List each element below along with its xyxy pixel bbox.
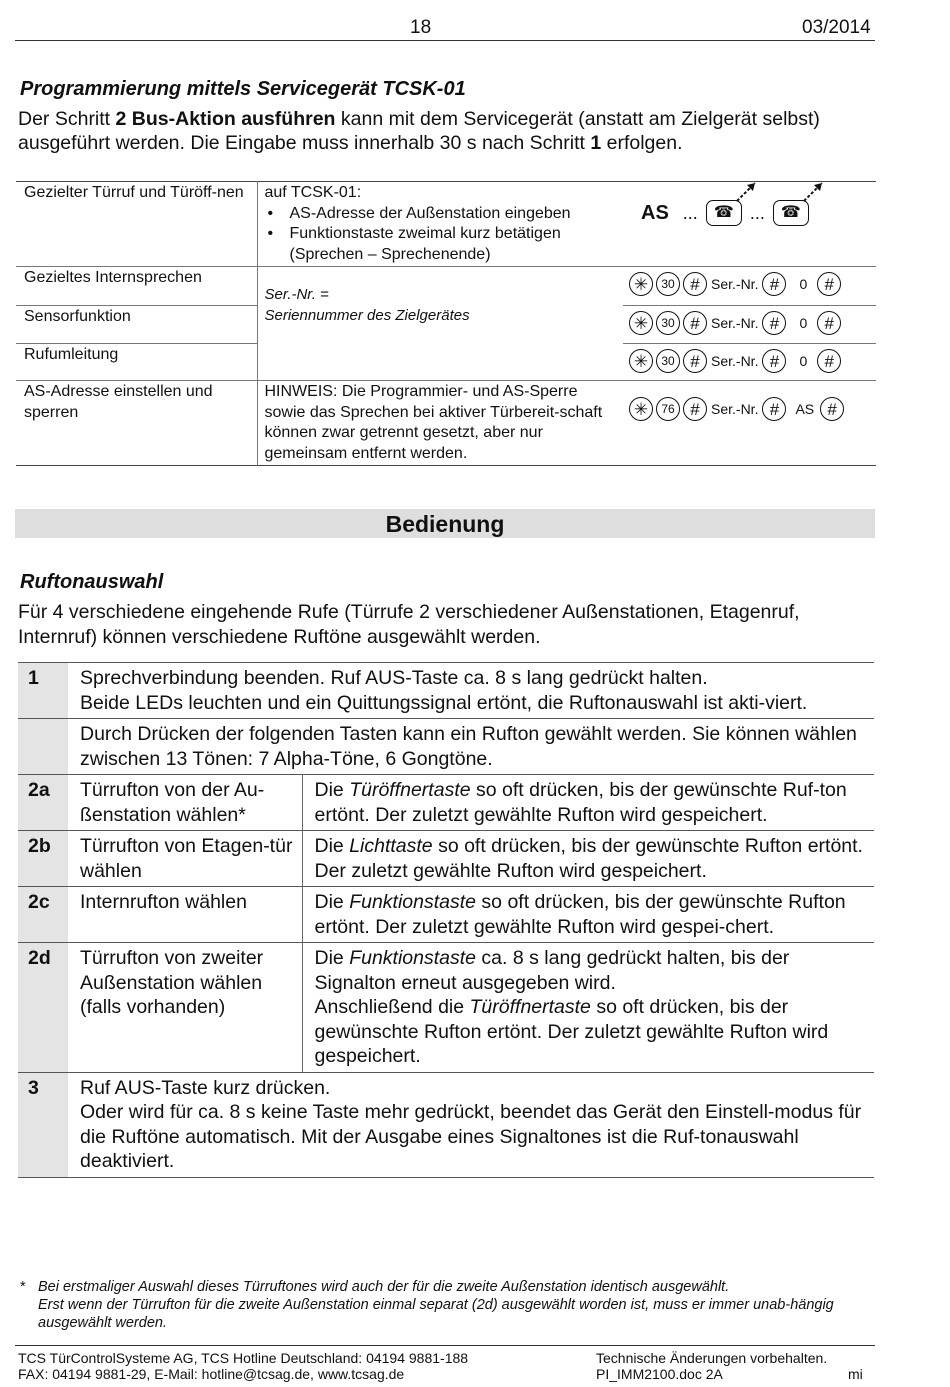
subsection-title-ruftonauswahl: Ruftonauswahl <box>20 571 164 593</box>
footer-disclaimer: Technische Änderungen vorbehalten. <box>596 1350 828 1366</box>
hash-key-icon: # <box>820 397 844 421</box>
table-row <box>18 663 874 719</box>
footnote-text: Bei erstmaliger Auswahl dieses Türruftones wird auch der für die zweite Außenstation identisch ausgewählt. <box>38 1279 730 1295</box>
section-title-programmierung: Programmierung mittels Servicegerät TCSK-01 <box>20 78 466 100</box>
row-label-rufumleitung: Rufumleitung <box>16 344 257 381</box>
hash-key-icon: # <box>817 272 841 296</box>
sernr-note <box>257 267 623 381</box>
key-name: Funktionstaste <box>349 891 477 913</box>
page-number: 18 <box>410 17 432 38</box>
table-row <box>18 1072 874 1177</box>
hash-key-icon: # <box>762 397 786 421</box>
hash-key-icon: # <box>817 311 841 335</box>
sernr-key-label: Ser.-Nr. <box>711 314 759 331</box>
list-item: • Funktionstaste zweimal kurz betätigen (Sprechen – Sprechenende) <box>265 224 617 265</box>
step-instruction <box>302 887 874 943</box>
key-sequence-rufumleitung <box>623 344 876 378</box>
table-row <box>18 719 874 775</box>
as-sequence <box>623 182 876 267</box>
step-instruction <box>302 775 874 831</box>
zero-key-label: 0 <box>799 275 808 292</box>
as-key-label: AS <box>795 400 815 417</box>
star-key-icon: ✳ <box>629 397 653 421</box>
step-number: 2b <box>18 831 68 887</box>
key-sequence <box>623 306 876 344</box>
hash-key-icon: # <box>762 349 786 373</box>
step-number: 1 <box>18 663 68 719</box>
key-sequence-as-adresse <box>623 381 876 437</box>
sernr-key-label: Ser.-Nr. <box>711 352 759 369</box>
hash-key-icon: # <box>683 311 707 335</box>
key-name: Türöffnertaste <box>469 996 591 1018</box>
table-row <box>18 775 874 831</box>
hash-key-icon: # <box>762 272 786 296</box>
step-number: 2a <box>18 775 68 831</box>
zero-key-label: 0 <box>799 314 808 331</box>
steps-table <box>18 662 874 1178</box>
step-text: Sprechverbindung beenden. Ruf AUS-Taste ca. 8 s lang gedrückt halten. Beide LEDs leuchten und ein Quittungssignal ertönt, die Ruftonauswahl ist akti-viert. <box>80 667 808 714</box>
intro-text: Der Schritt <box>18 108 116 130</box>
hash-key-icon: # <box>817 349 841 373</box>
hash-key-icon: # <box>762 311 786 335</box>
key-sequence-sensorfunktion <box>623 306 876 340</box>
key-name: Türöffnertaste <box>349 779 471 801</box>
list-item: • AS-Adresse der Außenstation eingeben <box>265 204 617 225</box>
footnote-text: Erst wenn der Türrufton für die zweite Außenstation einmal separat (2d) ausgewählt worden ist, muss er immer unab-hängig ausgewählt werden. <box>38 1297 834 1331</box>
instruction-text: so oft drücken, bis der gewünschte Rufton ertönt. Der zuletzt gewählte Rufton wird gespeichert. <box>314 835 863 882</box>
step-label: Türrufton von zweiter Außenstation wählen (falls vorhanden) <box>68 943 302 1073</box>
document-date: 03/2014 <box>802 17 871 38</box>
sernr-key-label: Ser.-Nr. <box>711 400 759 417</box>
code-key: 30 <box>656 311 680 335</box>
code-key: 76 <box>656 397 680 421</box>
programming-table <box>16 181 876 466</box>
footer-company: TCS TürControlSysteme AG, TCS Hotline Deutschland: 04194 9881-188 <box>18 1350 469 1366</box>
ruftonauswahl-intro: Für 4 verschiedene eingehende Rufe (Türrufe 2 verschiedener Außenstationen, Etagenruf, Internruf) können verschiedene Ruftöne ausgewählt werden. <box>18 601 800 648</box>
hinweis-note: HINWEIS: Die Programmier- und AS-Sperre sowie das Sprechen bei aktiver Türbereit-schaft können zwar getrennt gesetzt, aber nur gemeinsam entfernt werden. <box>257 381 623 466</box>
key-sequence <box>623 267 876 306</box>
star-key-icon: ✳ <box>629 311 653 335</box>
footer-divider <box>15 1345 875 1346</box>
table-row <box>18 831 874 887</box>
step-number: 2c <box>18 887 68 943</box>
key-sequence <box>623 344 876 381</box>
step-label: Türrufton von Etagen-tür wählen <box>68 831 302 887</box>
intro-text: kann mit dem Servicegerät (anstatt am Zielgerät selbst) ausgeführt werden. Die Eingabe muss innerhalb 30 s nach Schritt <box>18 108 820 154</box>
press-arrow-icon <box>733 179 759 205</box>
step-number: 3 <box>18 1072 68 1177</box>
intro-bold-step-number: 1 <box>590 132 602 154</box>
instruction-text: so oft drücken, bis der gewünschte Rufton ertönt. Der zuletzt gewählte Rufton wird gespei-chert. <box>314 891 846 938</box>
hash-key-icon: # <box>683 272 707 296</box>
table-row <box>16 381 876 466</box>
tcsk-header: auf TCSK-01: <box>264 184 362 201</box>
row-label-internsprechen: Gezieltes Internsprechen <box>16 267 257 306</box>
table-row <box>18 887 874 943</box>
programmierung-intro <box>18 107 868 155</box>
intro-bold-step: 2 Bus-Aktion ausführen <box>115 108 336 130</box>
step-label: Internrufton wählen <box>68 887 302 943</box>
star-key-icon: ✳ <box>629 272 653 296</box>
table-row <box>16 267 876 306</box>
table-row <box>18 943 874 1073</box>
step-text: Ruf AUS-Taste kurz drücken. Oder wird für ca. 8 s keine Taste mehr gedrückt, beendet das Gerät den Einstell-modus für die Ruftöne automatisch. Mit der Ausgabe eines Signaltones ist die Ruf-tonauswahl deaktiviert. <box>80 1076 862 1172</box>
key-sequence-internsprechen <box>623 267 876 301</box>
instruction-text: Die <box>314 947 350 969</box>
footer-doc-id: PI_IMM2100.doc 2A <box>596 1366 723 1382</box>
key-name: Lichttaste <box>349 835 433 857</box>
instruction-text: Die <box>314 779 350 801</box>
row-label-tuerruf: Gezielter Türruf und Türöff-nen <box>16 182 257 267</box>
step-text: Durch Drücken der folgenden Tasten kann ein Rufton gewählt werden. Sie können wählen zwischen 13 Tönen: 7 Alpha-Töne, 6 Gongtöne. <box>80 723 857 770</box>
sernr-description: Seriennummer des Zielgerätes <box>264 306 470 324</box>
sernr-key-label: Ser.-Nr. <box>711 275 759 292</box>
instruction-text: so oft drücken, bis der gewünschte Ruf-ton ertönt. Der zuletzt gewählte Rufton wird gespeichert. <box>314 779 847 826</box>
as-label: AS <box>641 201 669 224</box>
row-label-as-adresse: AS-Adresse einstellen und sperren <box>16 381 257 466</box>
instruction-text: so oft drücken, bis der gewünschte Rufton ertönt. Der zuletzt gewählte Rufton wird gespeichert. <box>314 996 829 1067</box>
as-phone-sequence <box>623 182 876 244</box>
step-instruction <box>302 943 874 1073</box>
code-key: 30 <box>656 349 680 373</box>
footer-contact: FAX: 04194 9881-29, E-Mail: hotline@tcsag.de, www.tcsag.de <box>18 1366 405 1382</box>
ellipsis: ... <box>682 202 698 223</box>
step-number: 2d <box>18 943 68 1073</box>
step-number <box>18 719 68 775</box>
ellipsis: ... <box>749 202 765 223</box>
tcsk-bullet-list <box>265 204 617 266</box>
press-arrow-icon <box>800 179 826 205</box>
tcsk-instructions <box>257 182 623 267</box>
instruction-text: Die <box>314 891 350 913</box>
row-label-sensorfunktion: Sensorfunktion <box>16 306 257 344</box>
handset-key-icon: ☎ <box>773 200 809 226</box>
zero-key-label: 0 <box>799 352 808 369</box>
section-heading-bedienung: Bedienung <box>15 509 875 538</box>
header-divider <box>15 40 875 41</box>
step-label: Türrufton von der Au-ßenstation wählen* <box>68 775 302 831</box>
footnote-marker: * <box>20 1279 26 1295</box>
key-sequence <box>623 381 876 466</box>
hash-key-icon: # <box>683 397 707 421</box>
star-key-icon: ✳ <box>629 349 653 373</box>
sernr-label: Ser.-Nr. = <box>264 286 329 303</box>
intro-text: erfolgen. <box>601 132 683 154</box>
code-key: 30 <box>656 272 680 296</box>
instruction-text: Die <box>314 835 350 857</box>
hash-key-icon: # <box>683 349 707 373</box>
footnote <box>20 1278 880 1332</box>
key-name: Funktionstaste <box>349 947 477 969</box>
handset-key-icon: ☎ <box>706 200 742 226</box>
step-instruction <box>302 831 874 887</box>
table-row <box>16 182 876 267</box>
footer-initials: mi <box>848 1366 863 1382</box>
instruction-text: ca. 8 s lang gedrückt halten, bis der Signalton erneut ausgegeben wird. Anschließend die <box>314 947 790 1018</box>
